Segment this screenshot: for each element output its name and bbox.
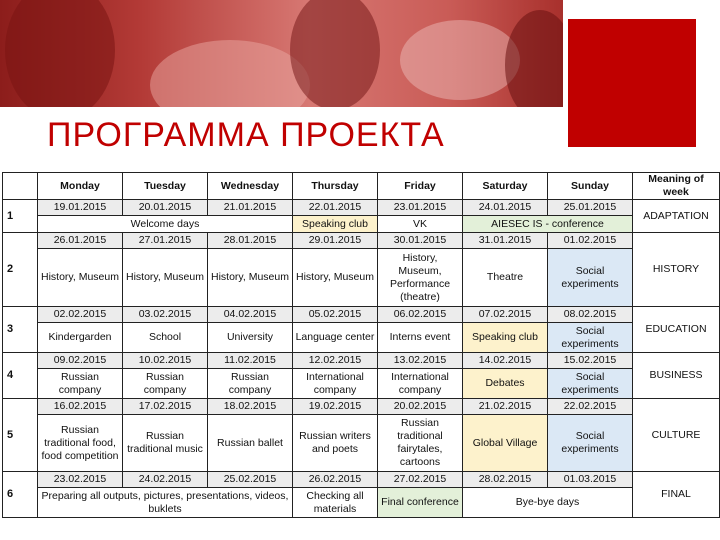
date-cell: 12.02.2015 [293,353,378,369]
activity-cell: Social experiments [548,323,633,353]
week-number: 2 [3,233,38,307]
activity-cell: History, Museum [38,249,123,307]
activity-row [3,488,720,518]
week-number: 3 [3,307,38,353]
date-cell: 22.01.2015 [293,200,378,216]
header-tuesday: Tuesday [123,173,208,200]
date-cell: 27.02.2015 [378,472,463,488]
date-cell: 18.02.2015 [208,399,293,415]
activity-cell: Social experiments [548,415,633,472]
activity-cell: Final conference [378,488,463,518]
activity-cell: Social experiments [548,369,633,399]
activity-cell: History, Museum [208,249,293,307]
activity-cell: Checking all materials [293,488,378,518]
activity-row [3,323,720,353]
week-number: 4 [3,353,38,399]
week-meaning: HISTORY [633,233,720,307]
date-cell: 28.01.2015 [208,233,293,249]
date-cell: 11.02.2015 [208,353,293,369]
date-cell: 27.01.2015 [123,233,208,249]
date-cell: 23.02.2015 [38,472,123,488]
activity-cell: Theatre [463,249,548,307]
date-cell: 22.02.2015 [548,399,633,415]
date-cell: 04.02.2015 [208,307,293,323]
date-cell: 24.01.2015 [463,200,548,216]
activity-row [3,369,720,399]
week-number: 6 [3,472,38,518]
activity-cell: Russian company [208,369,293,399]
week-meaning: CULTURE [633,399,720,472]
date-cell: 05.02.2015 [293,307,378,323]
week-meaning: FINAL [633,472,720,518]
date-cell: 20.01.2015 [123,200,208,216]
activity-cell: History, Museum, Performance (theatre) [378,249,463,307]
activity-row [3,415,720,472]
activity-cell: Preparing all outputs, pictures, presentations, videos, buklets [38,488,293,518]
date-cell: 25.02.2015 [208,472,293,488]
activity-cell: History, Museum [123,249,208,307]
week-number: 5 [3,399,38,472]
date-row [3,307,720,323]
date-cell: 19.02.2015 [293,399,378,415]
date-cell: 09.02.2015 [38,353,123,369]
date-cell: 17.02.2015 [123,399,208,415]
activity-cell: Language center [293,323,378,353]
date-cell: 07.02.2015 [463,307,548,323]
week-meaning: EDUCATION [633,307,720,353]
header-saturday: Saturday [463,173,548,200]
activity-cell: Russian traditional food, food competition [38,415,123,472]
activity-cell: Speaking club [463,323,548,353]
activity-cell: Russian company [123,369,208,399]
header-sunday: Sunday [548,173,633,200]
activity-cell: Bye-bye days [463,488,633,518]
activity-cell: VK [378,216,463,233]
corner-cell [3,173,38,200]
date-row [3,353,720,369]
date-cell: 20.02.2015 [378,399,463,415]
activity-cell: Russian ballet [208,415,293,472]
page-title: ПРОГРАММА ПРОЕКТА [47,116,445,154]
activity-cell: AIESEC IS - conference [463,216,633,233]
date-cell: 15.02.2015 [548,353,633,369]
date-cell: 24.02.2015 [123,472,208,488]
activity-cell: Global Village [463,415,548,472]
date-cell: 01.02.2015 [548,233,633,249]
date-cell: 19.01.2015 [38,200,123,216]
date-cell: 14.02.2015 [463,353,548,369]
date-row [3,200,720,216]
week-meaning: BUSINESS [633,353,720,399]
activity-cell: Russian traditional fairytales, cartoons [378,415,463,472]
activity-cell: Russian company [38,369,123,399]
date-cell: 16.02.2015 [38,399,123,415]
date-cell: 23.01.2015 [378,200,463,216]
date-cell: 10.02.2015 [123,353,208,369]
schedule-table [2,172,720,518]
activity-cell: Welcome days [38,216,293,233]
date-cell: 26.02.2015 [293,472,378,488]
header-wednesday: Wednesday [208,173,293,200]
activity-cell: Russian traditional music [123,415,208,472]
date-cell: 30.01.2015 [378,233,463,249]
activity-cell: School [123,323,208,353]
date-cell: 31.01.2015 [463,233,548,249]
red-accent-box [568,19,696,147]
date-cell: 25.01.2015 [548,200,633,216]
date-cell: 03.02.2015 [123,307,208,323]
activity-cell: International company [378,369,463,399]
activity-cell: Debates [463,369,548,399]
activity-cell: Interns event [378,323,463,353]
header-friday: Friday [378,173,463,200]
activity-row [3,216,720,233]
activity-row [3,249,720,307]
date-cell: 29.01.2015 [293,233,378,249]
week-number: 1 [3,200,38,233]
header-meaning: Meaning of week [633,173,720,200]
date-cell: 13.02.2015 [378,353,463,369]
date-cell: 01.03.2015 [548,472,633,488]
date-cell: 21.02.2015 [463,399,548,415]
week-meaning: ADAPTATION [633,200,720,233]
activity-cell: University [208,323,293,353]
date-row [3,233,720,249]
activity-cell: International company [293,369,378,399]
date-cell: 21.01.2015 [208,200,293,216]
date-row [3,399,720,415]
activity-cell: Social experiments [548,249,633,307]
activity-cell: Kindergarden [38,323,123,353]
activity-cell: History, Museum [293,249,378,307]
date-cell: 06.02.2015 [378,307,463,323]
header-photo [0,0,563,107]
activity-cell: Russian writers and poets [293,415,378,472]
activity-cell: Speaking club [293,216,378,233]
header-monday: Monday [38,173,123,200]
date-cell: 28.02.2015 [463,472,548,488]
date-cell: 02.02.2015 [38,307,123,323]
header-thursday: Thursday [293,173,378,200]
header-row [3,173,720,200]
date-row [3,472,720,488]
date-cell: 26.01.2015 [38,233,123,249]
date-cell: 08.02.2015 [548,307,633,323]
